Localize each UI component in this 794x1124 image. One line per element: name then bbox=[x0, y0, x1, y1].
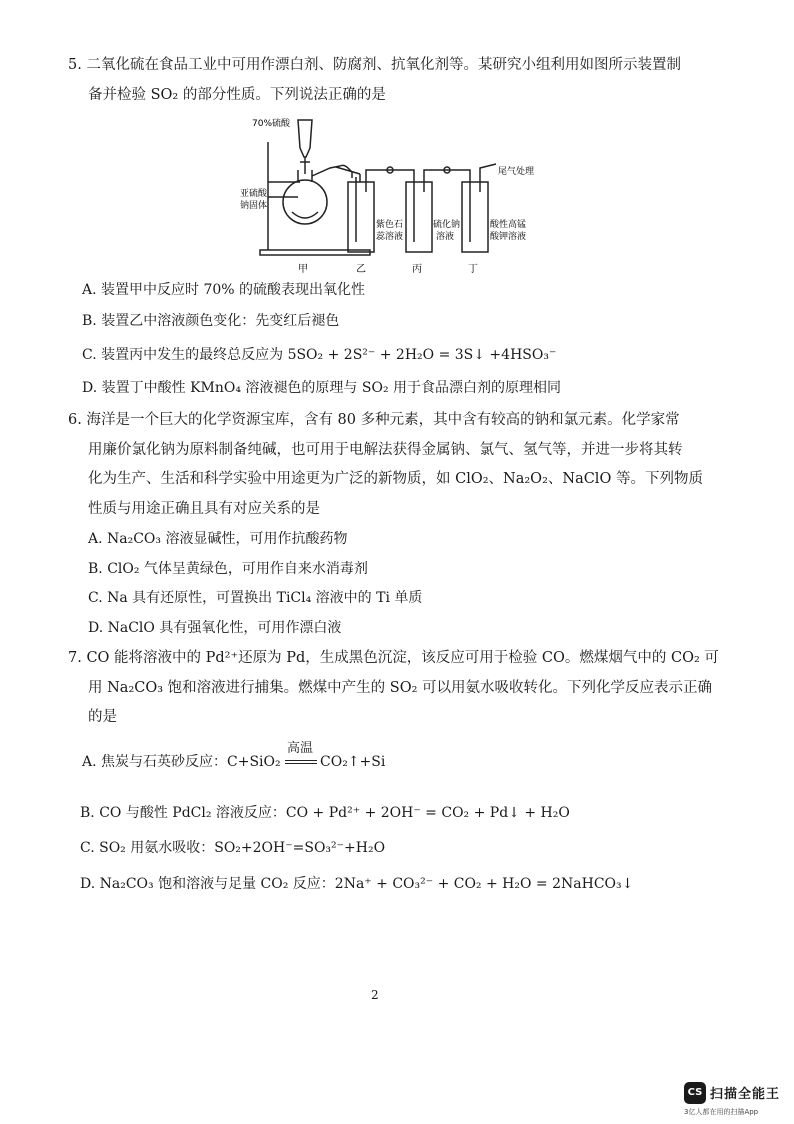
label-waste: 尾气处理 bbox=[498, 167, 535, 177]
q5-option-c: C. 装置丙中发生的最终总反应为 5SO₂ + 2S²⁻ + 2H₂O = 3S↓ +4HSO₃⁻ bbox=[82, 347, 557, 363]
label-b1: 紫色石 bbox=[376, 220, 404, 230]
label-bing: 丙 bbox=[412, 264, 422, 275]
label-yi: 乙 bbox=[356, 264, 366, 275]
q7-option-b: B. CO 与酸性 PdCl₂ 溶液反应：CO + Pd²⁺ + 2OH⁻ = CO₂ + Pd↓ + H₂O bbox=[80, 805, 570, 821]
label-d1: 酸性高锰 bbox=[490, 220, 527, 230]
q7-option-a-arrow-2 bbox=[285, 763, 317, 764]
q6-option-c: C. Na 具有还原性，可置换出 TiCl₄ 溶液中的 Ti 单质 bbox=[88, 590, 423, 606]
q6-stem-line1: 6. 海洋是一个巨大的化学资源宝库，含有 80 多种元素，其中含有较高的钠和氯元素。化学家常 bbox=[68, 412, 680, 428]
q6-stem-line4: 性质与用途正确且具有对应关系的是 bbox=[88, 501, 320, 517]
label-c2: 溶液 bbox=[436, 232, 455, 242]
page-number: 2 bbox=[371, 988, 379, 1002]
camscanner-watermark bbox=[684, 1082, 784, 1116]
watermark-name: 扫描全能王 bbox=[710, 1087, 781, 1102]
q7-stem-line2: 用 Na₂CO₃ 饱和溶液进行捕集。燃煤中产生的 SO₂ 可以用氨水吸收转化。下列化学反应表示正确 bbox=[88, 680, 713, 696]
q5-option-a: A. 装置甲中反应时 70% 的硫酸表现出氧化性 bbox=[82, 282, 366, 298]
label-ding: 丁 bbox=[468, 264, 478, 275]
q7-option-a-pre: A. 焦炭与石英砂反应：C+SiO₂ bbox=[82, 754, 281, 770]
q6-option-b: B. ClO₂ 气体呈黄绿色，可用作自来水消毒剂 bbox=[88, 561, 368, 577]
q6-option-a: A. Na₂CO₃ 溶液显碱性，可用作抗酸药物 bbox=[88, 531, 348, 547]
q7-option-a-post: CO₂↑+Si bbox=[320, 754, 386, 770]
q7-option-d: D. Na₂CO₃ 饱和溶液与足量 CO₂ 反应：2Na⁺ + CO₃²⁻ + CO₂ + H₂O = 2NaHCO₃↓ bbox=[80, 876, 634, 892]
label-b2: 蕊溶液 bbox=[376, 232, 404, 242]
q7-option-a-condition: 高温 bbox=[287, 741, 314, 756]
watermark-subtitle: 3亿人都在用的扫描App bbox=[684, 1108, 759, 1116]
label-acid: 70%硫酸 bbox=[252, 119, 291, 129]
label-c1: 硫化钠 bbox=[433, 220, 461, 230]
label-d2: 酸钾溶液 bbox=[490, 232, 527, 242]
q7-option-c: C. SO₂ 用氨水吸收：SO₂+2OH⁻=SO₃²⁻+H₂O bbox=[80, 840, 386, 856]
q7-stem-line3: 的是 bbox=[88, 709, 117, 725]
label-jia: 甲 bbox=[298, 264, 308, 275]
label-solid-2: 钠固体 bbox=[240, 201, 268, 211]
q5-option-d: D. 装置丁中酸性 KMnO₄ 溶液褪色的原理与 SO₂ 用于食品漂白剂的原理相同 bbox=[82, 380, 562, 396]
camscanner-logo-icon: CS bbox=[684, 1082, 706, 1104]
apparatus-diagram bbox=[240, 112, 580, 277]
q6-stem-line2: 用廉价氯化钠为原料制备纯碱，也可用于电解法获得金属钠、氯气、氢气等，并进一步将其转 bbox=[88, 442, 683, 458]
q6-stem-line3: 化为生产、生活和科学实验中用途更为广泛的新物质，如 ClO₂、Na₂O₂、NaClO 等。下列物质 bbox=[88, 471, 703, 487]
q7-option-a-arrow bbox=[285, 760, 317, 761]
q5-stem-line1: 5. 二氧化硫在食品工业中可用作漂白剂、防腐剂、抗氧化剂等。某研究小组利用如图所示装置制 bbox=[68, 57, 681, 73]
q5-stem-line2: 备并检验 SO₂ 的部分性质。下列说法正确的是 bbox=[88, 87, 386, 103]
q5-option-b: B. 装置乙中溶液颜色变化：先变红后褪色 bbox=[82, 313, 340, 329]
q6-option-d: D. NaClO 具有强氧化性，可用作漂白液 bbox=[88, 620, 342, 636]
q7-stem-line1: 7. CO 能将溶液中的 Pd²⁺还原为 Pd，生成黑色沉淀，该反应可用于检验 CO。燃煤烟气中的 CO₂ 可 bbox=[68, 650, 719, 666]
label-solid-1: 亚硫酸 bbox=[240, 189, 268, 199]
